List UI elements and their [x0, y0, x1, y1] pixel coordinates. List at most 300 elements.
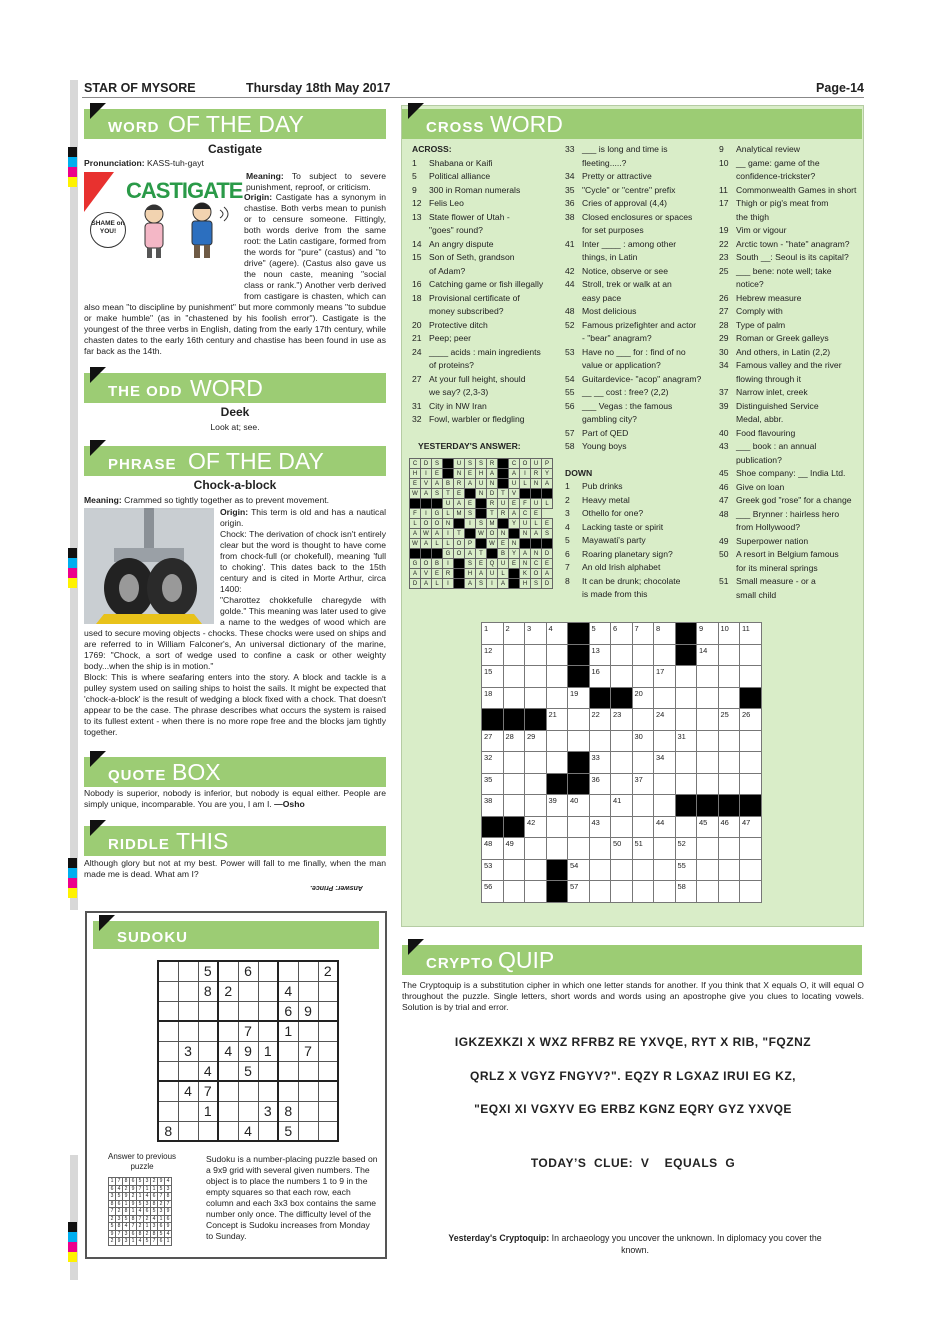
sudoku-cell[interactable]: [198, 1121, 218, 1141]
prev-sudoku-cell: 8: [137, 1230, 144, 1238]
clue: 13 State flower of Utah -: [412, 211, 510, 222]
crossword-cell[interactable]: 36: [589, 773, 611, 795]
banner-label: BOX: [172, 759, 221, 785]
sudoku-cell[interactable]: [278, 1061, 298, 1081]
answer-cell: N: [520, 529, 531, 539]
sudoku-cell[interactable]: 8: [158, 1121, 178, 1141]
crossword-cell[interactable]: [740, 752, 762, 774]
crossword-cell[interactable]: 25: [718, 709, 740, 731]
sudoku-cell[interactable]: [258, 1001, 278, 1021]
crossword-cell[interactable]: [611, 666, 633, 688]
clue: 11 Commonwealth Games in short: [719, 184, 857, 195]
crossword-cell[interactable]: [675, 687, 697, 709]
answer-cell: O: [421, 559, 432, 569]
prev-sudoku-cell: 6: [158, 1238, 165, 1246]
sudoku-cell[interactable]: [318, 1121, 338, 1141]
crossword-cell[interactable]: [525, 859, 547, 881]
sudoku-cell[interactable]: [158, 1061, 178, 1081]
crossword-cell[interactable]: 6: [611, 623, 633, 645]
sudoku-cell[interactable]: [278, 961, 298, 981]
sudoku-cell[interactable]: [218, 1021, 238, 1041]
crossword-cell[interactable]: 45: [697, 816, 719, 838]
crossword-cell[interactable]: 48: [482, 838, 504, 860]
crossword-cell[interactable]: [589, 881, 611, 903]
crossword-cell[interactable]: [611, 773, 633, 795]
crossword-cell[interactable]: 1: [482, 623, 504, 645]
sudoku-cell[interactable]: 5: [238, 1061, 258, 1081]
sudoku-cell[interactable]: [238, 1001, 258, 1021]
crossword-cell: [546, 859, 568, 881]
crossword-cell[interactable]: [675, 773, 697, 795]
crossword-cell[interactable]: [718, 644, 740, 666]
sudoku-cell[interactable]: [238, 981, 258, 1001]
sudoku-cell[interactable]: 4: [238, 1121, 258, 1141]
sudoku-cell[interactable]: 9: [238, 1041, 258, 1061]
crossword-cell[interactable]: [697, 859, 719, 881]
crossword-cell[interactable]: [740, 881, 762, 903]
answer-cell: L: [542, 499, 553, 509]
crossword-cell[interactable]: 19: [568, 687, 590, 709]
sudoku-cell[interactable]: [318, 981, 338, 1001]
sudoku-cell[interactable]: 9: [298, 1001, 318, 1021]
sudoku-cell[interactable]: 2: [318, 961, 338, 981]
sudoku-cell[interactable]: [158, 1001, 178, 1021]
prev-sudoku-cell: 1: [158, 1215, 165, 1223]
crossword-cell[interactable]: [525, 795, 547, 817]
sudoku-cell[interactable]: [258, 1121, 278, 1141]
sudoku-cell[interactable]: [298, 1021, 318, 1041]
crossword-cell[interactable]: 20: [632, 687, 654, 709]
answer-cell: [487, 549, 498, 559]
crossword-cell[interactable]: [568, 838, 590, 860]
prev-sudoku-cell: 8: [130, 1215, 137, 1223]
sudoku-cell[interactable]: [178, 1061, 198, 1081]
crossword-cell[interactable]: [546, 752, 568, 774]
crossword-cell[interactable]: 56: [482, 881, 504, 903]
sudoku-cell[interactable]: [158, 1081, 178, 1101]
crossword-cell[interactable]: [740, 730, 762, 752]
crossword-cell[interactable]: [697, 773, 719, 795]
crossword-cell[interactable]: 2: [503, 623, 525, 645]
sudoku-cell[interactable]: [158, 961, 178, 981]
sudoku-cell[interactable]: [158, 1101, 178, 1121]
crossword-cell[interactable]: [740, 859, 762, 881]
crossword-cell[interactable]: [503, 881, 525, 903]
crossword-cell[interactable]: [632, 709, 654, 731]
crossword-cell[interactable]: 55: [675, 859, 697, 881]
cryptoquip-clue: TODAY’S CLUE: V EQUALS G: [530, 1156, 736, 1170]
answer-cell: V: [421, 479, 432, 489]
prev-sudoku-cell: 9: [109, 1230, 116, 1238]
crossword-cell[interactable]: 5: [589, 623, 611, 645]
crossword-cell[interactable]: [654, 881, 676, 903]
across-clues-col1: [412, 143, 562, 427]
clue: 27 Comply with: [719, 306, 783, 316]
sudoku-cell[interactable]: 1: [278, 1021, 298, 1041]
sudoku-cell[interactable]: [318, 1021, 338, 1041]
sudoku-cell[interactable]: [318, 1001, 338, 1021]
crossword-cell[interactable]: [740, 666, 762, 688]
crossword-cell[interactable]: 33: [589, 752, 611, 774]
sudoku-cell[interactable]: [318, 1041, 338, 1061]
answer-cell: L: [443, 509, 454, 519]
prev-sudoku-cell: 7: [130, 1223, 137, 1231]
sudoku-cell[interactable]: [238, 1081, 258, 1101]
crossword-cell[interactable]: [654, 859, 676, 881]
crossword-cell[interactable]: [632, 752, 654, 774]
crossword-cell[interactable]: [718, 666, 740, 688]
sudoku-cell[interactable]: [258, 1021, 278, 1041]
cryptoquip-line: QRLZ X VGYZ FNGYV?". EQZY R LGXAZ IRUI EG KZ,: [470, 1069, 796, 1083]
crossword-cell[interactable]: 14: [697, 644, 719, 666]
crossword-cell: [718, 795, 740, 817]
crossword-cell[interactable]: 57: [568, 881, 590, 903]
crossword-cell[interactable]: [675, 816, 697, 838]
sudoku-cell[interactable]: 7: [238, 1021, 258, 1041]
clue: 5 Political alliance: [412, 171, 491, 181]
answer-cell: E: [531, 509, 542, 519]
clue: 38 Closed enclosures or spaces: [565, 211, 693, 222]
crossword-cell[interactable]: [568, 730, 590, 752]
crossword-cell[interactable]: [654, 687, 676, 709]
crossword-cell[interactable]: 15: [482, 666, 504, 688]
sudoku-cell[interactable]: [178, 1001, 198, 1021]
crossword-cell: [546, 881, 568, 903]
crossword-cell[interactable]: [525, 773, 547, 795]
sudoku-cell[interactable]: [258, 961, 278, 981]
crossword-cell[interactable]: [611, 816, 633, 838]
crossword-cell[interactable]: 40: [568, 795, 590, 817]
crossword-cell[interactable]: [503, 687, 525, 709]
sudoku-cell[interactable]: [258, 1081, 278, 1101]
crossword-cell[interactable]: [546, 687, 568, 709]
crossword-cell[interactable]: [611, 730, 633, 752]
banner-label: WORD: [490, 111, 563, 137]
crossword-cell[interactable]: [632, 795, 654, 817]
crossword-cell[interactable]: [697, 687, 719, 709]
sudoku-cell[interactable]: [298, 1061, 318, 1081]
crossword-cell[interactable]: [525, 644, 547, 666]
crossword-cell[interactable]: [568, 816, 590, 838]
answer-cell: A: [509, 509, 520, 519]
crossword-cell[interactable]: 51: [632, 838, 654, 860]
answer-cell: C: [410, 459, 421, 469]
crossword-cell[interactable]: [718, 730, 740, 752]
clue: 2 Heavy metal: [565, 494, 630, 505]
sudoku-cell[interactable]: [218, 1061, 238, 1081]
sudoku-cell[interactable]: [178, 1021, 198, 1041]
crossword-cell[interactable]: [740, 773, 762, 795]
sudoku-cell[interactable]: [258, 981, 278, 1001]
registration-mark: [68, 548, 77, 588]
crossword-cell[interactable]: 43: [589, 816, 611, 838]
crossword-cell[interactable]: 18: [482, 687, 504, 709]
sudoku-cell[interactable]: 6: [278, 1001, 298, 1021]
crossword-cell[interactable]: 39: [546, 795, 568, 817]
crossword-cell[interactable]: [589, 838, 611, 860]
sudoku-cell[interactable]: [198, 1021, 218, 1041]
sudoku-cell[interactable]: [178, 1101, 198, 1121]
crossword-cell[interactable]: [546, 644, 568, 666]
crossword-cell[interactable]: 23: [611, 709, 633, 731]
sudoku-cell[interactable]: 2: [218, 981, 238, 1001]
crossword-cell[interactable]: [546, 838, 568, 860]
crossword-cell[interactable]: [503, 859, 525, 881]
crossword-cell[interactable]: 8: [654, 623, 676, 645]
crossword-cell[interactable]: 49: [503, 838, 525, 860]
crossword-cell[interactable]: 41: [611, 795, 633, 817]
crossword-cell[interactable]: [503, 795, 525, 817]
crossword-cell[interactable]: 34: [654, 752, 676, 774]
word-meaning: Meaning: To subject to severe punishment, reproof, or criticism.: [246, 171, 386, 192]
answer-cell: I: [443, 529, 454, 539]
sudoku-cell[interactable]: [178, 1121, 198, 1141]
crossword-cell[interactable]: 30: [632, 730, 654, 752]
answer-cell: L: [410, 519, 421, 529]
crossword-cell[interactable]: [589, 730, 611, 752]
answer-cell: A: [465, 549, 476, 559]
answer-cell: I: [443, 559, 454, 569]
crossword-cell[interactable]: [525, 752, 547, 774]
sudoku-cell[interactable]: 1: [198, 1101, 218, 1121]
sudoku-cell[interactable]: 5: [198, 961, 218, 981]
crossword-cell[interactable]: 4: [546, 623, 568, 645]
sudoku-cell[interactable]: [298, 1101, 318, 1121]
crossword-cell[interactable]: [718, 859, 740, 881]
prev-sudoku-cell: 1: [165, 1238, 172, 1246]
clue: 23 South __: Seoul is its capital?: [719, 252, 849, 262]
crossword-cell[interactable]: [675, 709, 697, 731]
crossword-cell[interactable]: 44: [654, 816, 676, 838]
crossword-cell[interactable]: [546, 730, 568, 752]
prev-sudoku-cell: 3: [116, 1215, 123, 1223]
sudoku-cell[interactable]: [298, 961, 318, 981]
clue: 37 Narrow inlet, creek: [719, 387, 808, 397]
crossword-cell[interactable]: 28: [503, 730, 525, 752]
sudoku-cell[interactable]: [178, 961, 198, 981]
sudoku-cell[interactable]: [318, 1081, 338, 1101]
crossword-cell[interactable]: 26: [740, 709, 762, 731]
crossword-cell[interactable]: 31: [675, 730, 697, 752]
crossword-cell[interactable]: 9: [697, 623, 719, 645]
sudoku-grid: [157, 960, 339, 1142]
sudoku-cell[interactable]: [218, 961, 238, 981]
crossword-cell[interactable]: 7: [632, 623, 654, 645]
clue: 20 Protective ditch: [412, 319, 488, 330]
sudoku-cell[interactable]: 3: [258, 1101, 278, 1121]
answer-cell: W: [476, 529, 487, 539]
clue: notice?: [736, 279, 764, 289]
word-of-day-banner: [84, 109, 386, 139]
crossword-cell[interactable]: [654, 773, 676, 795]
sudoku-cell[interactable]: [238, 1101, 258, 1121]
crossword-cell[interactable]: [718, 752, 740, 774]
crossword-cell[interactable]: [503, 644, 525, 666]
crossword-cell[interactable]: [503, 752, 525, 774]
crossword-cell[interactable]: [611, 752, 633, 774]
crossword-cell[interactable]: 17: [654, 666, 676, 688]
prev-sudoku-cell: 2: [144, 1230, 151, 1238]
prev-sudoku-cell: 3: [144, 1200, 151, 1208]
crossword-cell[interactable]: 47: [740, 816, 762, 838]
sudoku-cell[interactable]: [158, 1041, 178, 1061]
banner-label: RIDDLE: [108, 836, 170, 853]
sudoku-cell[interactable]: [278, 1081, 298, 1101]
crossword-cell[interactable]: 52: [675, 838, 697, 860]
sudoku-cell[interactable]: [218, 1121, 238, 1141]
crossword-cell[interactable]: 10: [718, 623, 740, 645]
prev-sudoku-cell: 4: [137, 1208, 144, 1216]
clue: 19 Vim or vigour: [719, 225, 787, 235]
sudoku-cell[interactable]: [218, 1081, 238, 1101]
crossword-cell[interactable]: 24: [654, 709, 676, 731]
sudoku-cell[interactable]: 4: [198, 1061, 218, 1081]
crossword-cell[interactable]: [697, 881, 719, 903]
crossword-cell[interactable]: 42: [525, 816, 547, 838]
crossword-cell[interactable]: 35: [482, 773, 504, 795]
crossword-cell[interactable]: [589, 795, 611, 817]
clue: 47 Greek god "rose" for a change: [719, 495, 852, 505]
answer-cell: O: [454, 549, 465, 559]
sudoku-cell[interactable]: [318, 1101, 338, 1121]
crossword-cell[interactable]: [654, 795, 676, 817]
answer-cell: A: [476, 569, 487, 579]
crossword-cell[interactable]: 27: [482, 730, 504, 752]
clue: 57 Part of QED: [565, 427, 629, 438]
sudoku-cell[interactable]: [258, 1061, 278, 1081]
clue: 48 ___ Brynner : hairless hero: [719, 508, 840, 519]
sudoku-cell[interactable]: 6: [238, 961, 258, 981]
crossword-cell[interactable]: [525, 666, 547, 688]
crossword-cell[interactable]: 50: [611, 838, 633, 860]
crossword-cell[interactable]: 38: [482, 795, 504, 817]
crossword-cell[interactable]: [697, 666, 719, 688]
crossword-cell[interactable]: 53: [482, 859, 504, 881]
answer-cell: [542, 539, 553, 549]
prev-sudoku-cell: 9: [158, 1178, 165, 1186]
sudoku-cell[interactable]: [178, 981, 198, 1001]
crossword-cell[interactable]: [503, 666, 525, 688]
crossword-cell[interactable]: [525, 687, 547, 709]
crossword-cell[interactable]: [697, 752, 719, 774]
prev-sudoku-cell: 7: [151, 1238, 158, 1246]
clue: 30 And others, in Latin (2,2): [719, 346, 831, 357]
sudoku-cell[interactable]: [318, 1061, 338, 1081]
crossword-cell[interactable]: [525, 881, 547, 903]
crossword-cell[interactable]: 58: [675, 881, 697, 903]
answer-cell: C: [520, 509, 531, 519]
crossword-cell[interactable]: 22: [589, 709, 611, 731]
odd-word-banner: [84, 373, 386, 403]
crossword-cell[interactable]: 54: [568, 859, 590, 881]
crossword-cell[interactable]: [611, 859, 633, 881]
crossword-cell: [740, 687, 762, 709]
crossword-cell[interactable]: 13: [589, 644, 611, 666]
crossword-cell[interactable]: [718, 773, 740, 795]
sudoku-cell[interactable]: [298, 981, 318, 1001]
crossword-cell[interactable]: [654, 838, 676, 860]
sudoku-cell[interactable]: [298, 1121, 318, 1141]
crossword-cell[interactable]: [632, 644, 654, 666]
clue: 48 Most delicious: [565, 306, 637, 316]
crossword-cell[interactable]: [697, 838, 719, 860]
crossword-cell[interactable]: [654, 730, 676, 752]
crossword-cell[interactable]: 3: [525, 623, 547, 645]
answer-cell: E: [432, 569, 443, 579]
across-heading: ACROSS:: [412, 144, 452, 154]
prev-sudoku-cell: 4: [151, 1215, 158, 1223]
crossword-cell[interactable]: [718, 881, 740, 903]
sudoku-cell[interactable]: [218, 1001, 238, 1021]
sudoku-cell[interactable]: [218, 1101, 238, 1121]
crossword-cell[interactable]: [632, 816, 654, 838]
crossword-cell[interactable]: [740, 644, 762, 666]
sudoku-cell[interactable]: 4: [218, 1041, 238, 1061]
crossword-cell[interactable]: [546, 816, 568, 838]
cryptoquip-banner: [402, 945, 862, 975]
sudoku-cell[interactable]: 4: [278, 981, 298, 1001]
crossword-cell[interactable]: [718, 687, 740, 709]
crossword-cell[interactable]: [675, 666, 697, 688]
crossword-cell[interactable]: [611, 881, 633, 903]
sudoku-cell[interactable]: [198, 1001, 218, 1021]
crossword-cell[interactable]: [697, 709, 719, 731]
sudoku-cell[interactable]: 3: [178, 1041, 198, 1061]
sudoku-cell[interactable]: [158, 1021, 178, 1041]
crossword-cell[interactable]: [675, 752, 697, 774]
crossword-cell[interactable]: [503, 773, 525, 795]
sudoku-cell[interactable]: [198, 1041, 218, 1061]
sudoku-cell[interactable]: 1: [258, 1041, 278, 1061]
crossword-cell[interactable]: [568, 709, 590, 731]
answer-cell: [520, 539, 531, 549]
sudoku-cell[interactable]: [278, 1041, 298, 1061]
crossword-cell[interactable]: [525, 838, 547, 860]
prev-sudoku-cell: 2: [130, 1193, 137, 1201]
crossword-cell[interactable]: [589, 859, 611, 881]
crossword-cell[interactable]: 21: [546, 709, 568, 731]
registration-mark: [68, 1222, 77, 1262]
answer-cell: I: [520, 469, 531, 479]
answer-cell: N: [531, 479, 542, 489]
crossword-cell[interactable]: [611, 644, 633, 666]
crossword-cell[interactable]: [697, 730, 719, 752]
crossword-cell[interactable]: 37: [632, 773, 654, 795]
crossword-cell[interactable]: [632, 666, 654, 688]
crossword-cell[interactable]: [718, 838, 740, 860]
sudoku-cell[interactable]: 7: [198, 1081, 218, 1101]
sudoku-cell[interactable]: 5: [278, 1121, 298, 1141]
sudoku-cell[interactable]: 7: [298, 1041, 318, 1061]
sudoku-cell[interactable]: 4: [178, 1081, 198, 1101]
sudoku-cell[interactable]: [158, 981, 178, 1001]
crossword-cell[interactable]: 46: [718, 816, 740, 838]
answer-cell: H: [410, 469, 421, 479]
crossword-cell[interactable]: 29: [525, 730, 547, 752]
sudoku-cell[interactable]: [298, 1081, 318, 1101]
crossword-cell[interactable]: [654, 644, 676, 666]
crossword-cell[interactable]: [546, 666, 568, 688]
crossword-cell[interactable]: [740, 838, 762, 860]
crossword-cell[interactable]: [632, 881, 654, 903]
sudoku-cell[interactable]: 8: [198, 981, 218, 1001]
sudoku-cell[interactable]: 8: [278, 1101, 298, 1121]
crossword-cell[interactable]: 16: [589, 666, 611, 688]
crossword-cell[interactable]: 12: [482, 644, 504, 666]
crossword-cell[interactable]: [632, 859, 654, 881]
crossword-cell[interactable]: 11: [740, 623, 762, 645]
crossword-cell[interactable]: 32: [482, 752, 504, 774]
